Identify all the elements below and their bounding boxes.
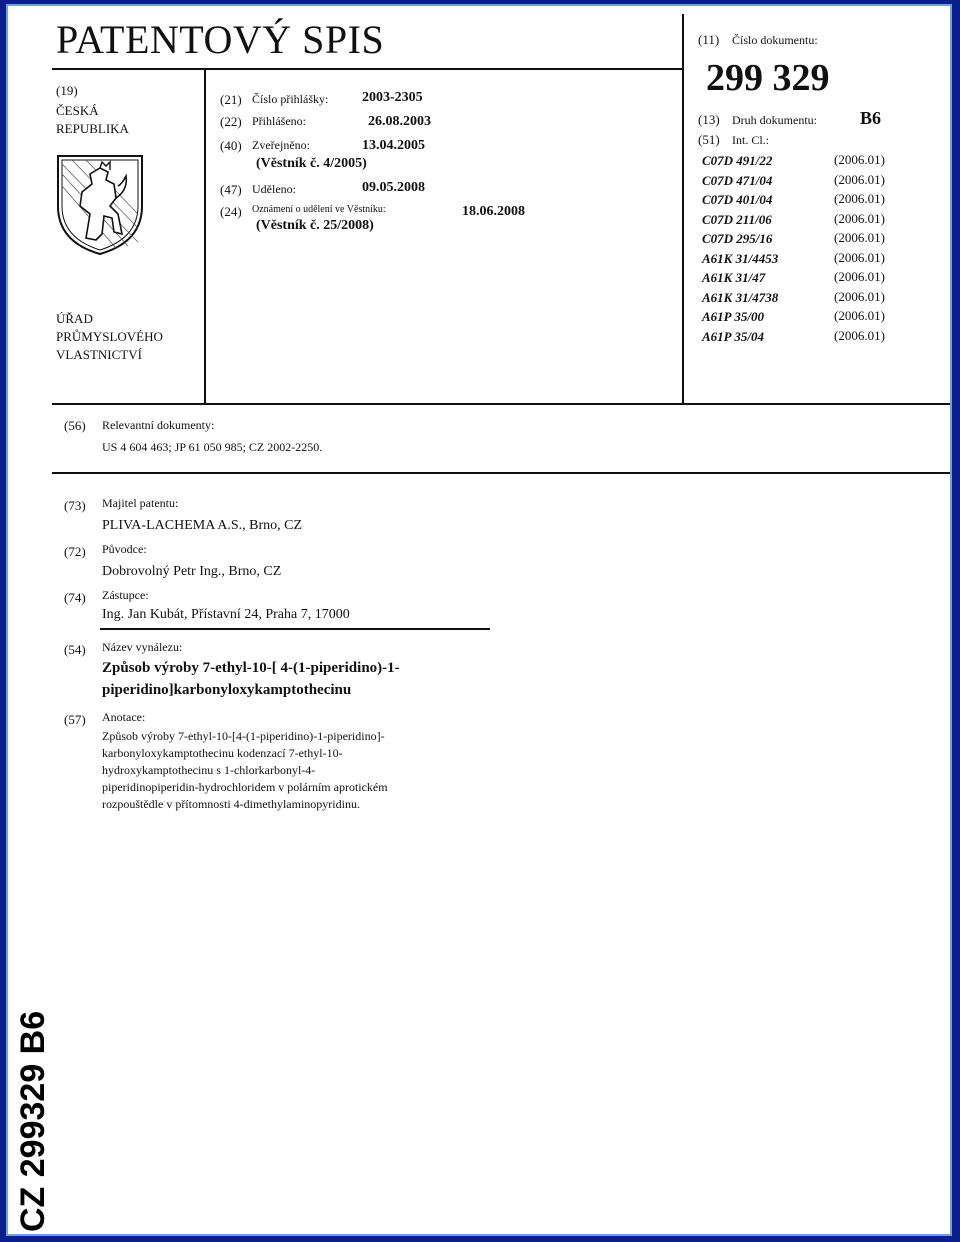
document-kind: B6: [860, 108, 882, 128]
abstract-line: rozpouštědle v přítomnosti 4-dimethylaminopyridinu.: [102, 797, 360, 811]
field-73-code: (73): [64, 498, 86, 513]
grant-notice-date: 18.06.2008: [462, 204, 525, 219]
document-title: PATENTOVÝ SPIS: [56, 17, 385, 62]
field-51-code: (51): [698, 132, 720, 147]
ipc-version: (2006.01): [834, 308, 885, 323]
field-54-label: Název vynálezu:: [102, 640, 183, 654]
ipc-code: C07D 491/22: [702, 153, 773, 168]
ipc-code: C07D 471/04: [702, 172, 773, 188]
field-72-code: (72): [64, 544, 86, 559]
ipc-code: C07D 211/06: [702, 211, 772, 227]
ipc-code: A61P 35/04: [702, 328, 764, 344]
ipc-version: (2006.01): [834, 230, 885, 245]
grant-date: 09.05.2008: [362, 180, 425, 195]
spine-document-id: CZ 299329 B6: [14, 1010, 52, 1232]
coat-of-arms-lion-icon: [56, 154, 144, 256]
field-40-code: (40): [220, 138, 242, 153]
office-name-3: VLASTNICTVÍ: [56, 347, 142, 362]
office-name: ÚŘAD: [56, 311, 93, 326]
field-24-code: (24): [220, 204, 242, 219]
left-divider: [204, 70, 206, 404]
patent-document: [6, 4, 952, 1236]
field-72-label: Původce:: [102, 542, 147, 556]
owner-rule: [100, 628, 490, 630]
field-19-code: (19): [56, 83, 78, 98]
ipc-version: (2006.01): [834, 210, 885, 226]
field-13-code: (13): [698, 112, 720, 127]
ipc-class-row: [702, 152, 942, 172]
ipc-version: (2006.01): [834, 152, 885, 167]
country-name-2: REPUBLIKA: [56, 121, 129, 136]
ipc-version: (2006.01): [834, 288, 885, 304]
abstract-line: piperidinopiperidin-hydrochloridem v polárním aprotickém: [102, 780, 388, 794]
grant-notice-bulletin: (Věstník č. 25/2008): [256, 218, 374, 233]
field-57-code: (57): [64, 712, 86, 727]
top-block-rule: [52, 403, 952, 405]
field-40-label: Zveřejněno:: [252, 138, 310, 152]
publication-bulletin: (Věstník č. 4/2005): [256, 156, 367, 171]
field-54-code: (54): [64, 642, 86, 657]
ipc-class-row: [702, 230, 942, 250]
ipc-class-list: [702, 152, 942, 347]
ipc-code: C07D 295/16: [702, 231, 773, 246]
ipc-class-row: [702, 172, 942, 192]
field-22-label: Přihlášeno:: [252, 114, 306, 128]
representative: Ing. Jan Kubát, Přístavní 24, Praha 7, 17000: [102, 607, 350, 622]
publication-date: 13.04.2005: [362, 138, 425, 153]
field-57-label: Anotace:: [102, 710, 146, 724]
field-22-code: (22): [220, 114, 242, 129]
field-11-label: Číslo dokumentu:: [732, 33, 818, 47]
ipc-code: C07D 401/04: [702, 192, 773, 207]
ipc-version: (2006.01): [834, 249, 885, 265]
abstract-line: Způsob výroby 7-ethyl-10-[4-(1-piperidino)-1-piperidino]-: [102, 729, 385, 743]
invention-title-1: Způsob výroby 7-ethyl-10-[ 4-(1-piperidino)-1-: [102, 660, 400, 676]
ipc-class-row: [702, 328, 942, 348]
ipc-code: A61P 35/00: [702, 309, 764, 324]
invention-title-2: piperidino]karbonyloxykamptothecinu: [102, 682, 352, 698]
country-name: ČESKÁ: [56, 103, 99, 118]
refs-rule: [52, 472, 952, 474]
field-21-code: (21): [220, 92, 242, 107]
abstract-line: karbonyloxykamptothecinu kodenzací 7-ethyl-10-: [102, 746, 343, 760]
ipc-class-row: [702, 289, 942, 309]
patent-owner: PLIVA-LACHEMA A.S., Brno, CZ: [102, 518, 303, 533]
abstract: [102, 728, 502, 813]
application-number: 2003-2305: [362, 90, 423, 105]
ipc-class-row: [702, 250, 942, 270]
office-name-2: PRŮMYSLOVÉHO: [56, 329, 163, 344]
field-13-label: Druh dokumentu:: [732, 113, 817, 127]
ipc-class-row: [702, 191, 942, 211]
ipc-class-row: [702, 269, 942, 289]
ipc-class-row: [702, 308, 942, 328]
ipc-version: (2006.01): [834, 327, 885, 343]
field-51-label: Int. Cl.:: [732, 133, 770, 147]
inventor: Dobrovolný Petr Ing., Brno, CZ: [102, 564, 282, 579]
ipc-class-row: [702, 211, 942, 231]
abstract-line: hydroxykamptothecinu s 1-chlorkarbonyl-4-: [102, 763, 316, 777]
field-56-label: Relevantní dokumenty:: [102, 418, 215, 432]
field-74-label: Zástupce:: [102, 588, 149, 602]
right-divider: [682, 14, 684, 404]
ipc-code: A61K 31/4738: [702, 289, 779, 305]
filing-date: 26.08.2003: [368, 114, 431, 129]
document-number: 299 329: [706, 57, 830, 99]
field-24-label: Oznámení o udělení ve Věstníku:: [252, 204, 386, 215]
field-11-code: (11): [698, 32, 720, 47]
ipc-code: A61K 31/47: [702, 270, 766, 285]
ipc-code: A61K 31/4453: [702, 250, 779, 266]
field-21-label: Číslo přihlášky:: [252, 92, 329, 106]
ipc-version: (2006.01): [834, 269, 885, 284]
cited-documents: US 4 604 463; JP 61 050 985; CZ 2002-2250.: [102, 440, 323, 454]
header-rule: [52, 68, 684, 70]
field-47-label: Uděleno:: [252, 182, 296, 196]
field-56-code: (56): [64, 418, 86, 433]
ipc-version: (2006.01): [834, 191, 885, 206]
ipc-version: (2006.01): [834, 171, 885, 187]
field-74-code: (74): [64, 590, 86, 605]
field-47-code: (47): [220, 182, 242, 197]
field-73-label: Majitel patentu:: [102, 496, 179, 510]
